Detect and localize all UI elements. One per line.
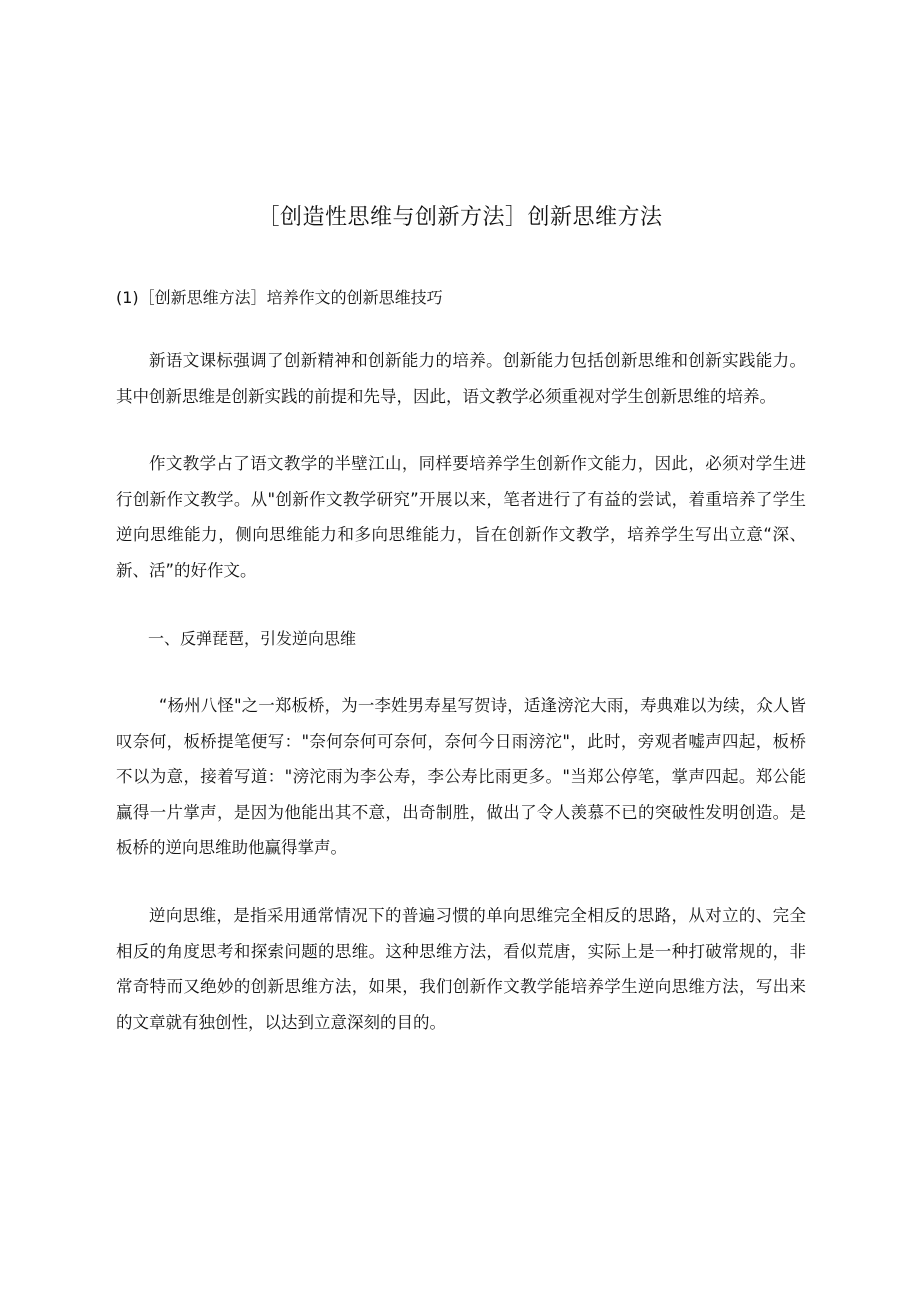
paragraph-1: 新语文课标强调了创新精神和创新能力的培养。创新能力包括创新思维和创新实践能力。其中创新思维是创新实践的前提和先导，因此，语文教学必须重视对学生创新思维的培养。 — [116, 351, 806, 406]
subheading: (1)［创新思维方法］培养作文的创新思维技巧 — [116, 288, 443, 307]
section-paragraph-2: 逆向思维，是指采用通常情况下的普遍习惯的单向思维完全相反的思路，从对立的、完全相反的角度思考和探索问题的思维。这种思维方法，看似荒唐，实际上是一种打破常规的，非常奇特而又绝妙的创新思维方法，如果，我们创新作文教学能培养学生逆向思维方法，写出来的文章就有独创性，以达到立意深刻的目的。 — [116, 906, 806, 1032]
document-title: ［创造性思维与创新方法］创新思维方法 — [257, 205, 663, 230]
section-heading: 一、反弹琵琶，引发逆向思维 — [148, 629, 357, 648]
section-paragraph-1: “杨州八怪"之一郑板桥，为一李姓男寿星写贺诗，适逢滂沱大雨，寿典难以为续，众人皆叹奈何，板桥提笔便写："奈何奈何可奈何，奈何今日雨滂沱"，此时，旁观者嘘声四起，板桥不以为意，接着写道："滂沱雨为李公寿，李公寿比雨更多。"当郑公停笔，掌声四起。郑公能赢得一片掌声，是因为他能出其不意，出奇制胜，做出了令人羡慕不已的突破性发明创造。是板桥的逆向思维助他赢得掌声。 — [116, 696, 806, 857]
paragraph-2: 作文教学占了语文教学的半壁江山，同样要培养学生创新作文能力，因此，必须对学生进行创新作文教学。从"创新作文教学研究”开展以来，笔者进行了有益的尝试，着重培养了学生逆向思维能力，侧向思维能力和多向思维能力，旨在创新作文教学，培养学生写出立意“深、新、活”的好作文。 — [116, 454, 806, 580]
